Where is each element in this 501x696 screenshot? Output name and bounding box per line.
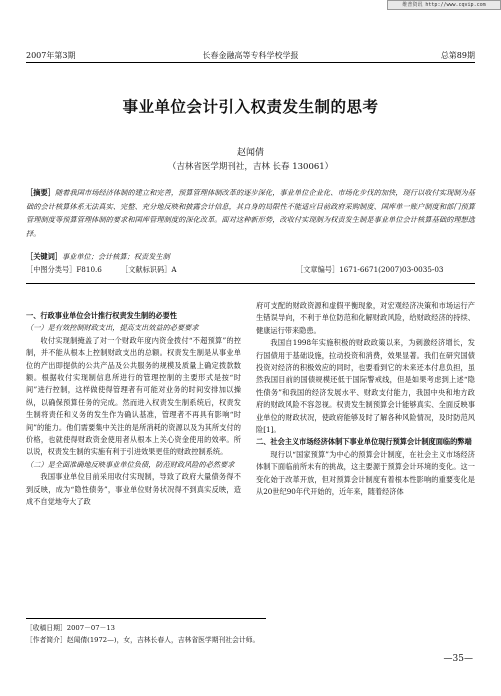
document-code: ［文献标识码］A bbox=[121, 265, 177, 274]
author-affiliation: （吉林省医学期刊社，吉林 长春 130061） bbox=[167, 162, 334, 172]
keywords-text: 事业单位；会计核算；权责发生制 bbox=[61, 252, 170, 261]
keywords-label: ［关键词］ bbox=[26, 252, 62, 261]
body-paragraph: 府可支配的财政资源和虚假平衡现象，对宏观经济决策和市场运行产生错误导向，不利于单位防范和化解财政风险，给财政经济的持续、健康运行带来隐患。 bbox=[256, 301, 475, 335]
watermark[interactable]: 维普资讯 http://www.cqvip.com bbox=[387, 0, 501, 10]
issue-label: 2007年第3期 bbox=[26, 51, 76, 60]
article-number: ［文章编号］1671-6671(2007)03-0035-03 bbox=[296, 265, 444, 274]
body-paragraph: 现行以“国家预算”为中心的预算会计制度，在社会主义市场经济体制下面临前所未有的挑战，这主要源于预算会计环境的变化。这一变化始于改革开放，但对预算会计制度有着根本性影响的重要变化是从20世纪90年代开始的，近年来，随着经济体 bbox=[256, 449, 475, 497]
abstract-label: ［摘要］ bbox=[26, 188, 55, 197]
left-column bbox=[26, 310, 241, 509]
right-column bbox=[256, 300, 475, 499]
keywords bbox=[26, 252, 475, 262]
section-heading: 二、社会主义市场经济体制下事业单位现行预算会计制度面临的弊端 bbox=[256, 437, 472, 447]
footnote bbox=[26, 618, 266, 646]
received-date: ［收稿日期］2007－07－13 bbox=[26, 624, 115, 632]
subsection-heading: （一）是有效控制财政支出，提高支出效益的必要要求 bbox=[26, 323, 199, 333]
abstract-text: 随着我国市场经济体制的建立和完善，预算管理体制改革的逐步深化，事业单位企业化、市场化步伐的加快，现行以收付实现制为基础的会计核算体系无法真实、完整、充分地反映和披露会计信息，其自身的局限性不能适应目前政府采购制度、国库单一账户制度和部门预算管理制度等预算管理体制的要求和国库管理制度的深化改革。面对这种新形势，改收付实现制为权责发生制是事业单位会计核算基础的理想选择。 bbox=[26, 188, 475, 238]
body-paragraph: 我国自1998年实施积极的财政政策以来，为刺激经济增长，发行国债用于基础设施，拉动投资和消费，效果显著。我们在研究国债投资对经济的积极效应的同时，也要看到它的未来还本付息负担，虽然我国目前的国债规模还低于国际警戒线，但是如果考虑到上述“隐性债务”和我国的经济发展水平、财政支付能力，我国中央和地方政府的财政风险不容忽视。权责发生制预算会计能够真实、全面反映事业单位的财政状况，使政府能够及时了解各种风险情况，及时防范风险[1]。 bbox=[256, 338, 475, 435]
clc-number: ［中图分类号］F810.6 bbox=[26, 265, 102, 274]
section-heading: 一、行政事业单位会计推行权责发生制的必要性 bbox=[26, 311, 177, 320]
article-title: 事业单位会计引入权责发生制的思考 bbox=[122, 98, 379, 116]
page-number: —35— bbox=[443, 654, 473, 664]
body-paragraph: 我国事业单位目前采用收付实现制，导致了政府大量债务得不到反映，成为“隐性债务”，事业单位财务状况得不到真实反映，造成不自觉地夸大了政 bbox=[26, 472, 241, 507]
journal-name: 长春金融高等专科学校学报 bbox=[202, 51, 299, 60]
subsection-heading: （二）是全面准确地反映事业单位负债，防范财政风险的必然要求 bbox=[26, 459, 235, 469]
total-issue-label: 总第89期 bbox=[440, 51, 475, 60]
body-paragraph: 收付实现制掩盖了对一个财政年度内资金拨付“不超预算”的控制，并不能从根本上控制财政支出的总额。权责发生制是从事业单位的产出即提供的公共产品及公共服务的规模及质量上确定拨款数额。根据收付实现制信息所进行的管理控制的主要形式是按“时间”进行控制，这样做使得管理者有可能对业务的时间安排加以操纵，以确保预算任务的完成。然而进入权责发生制系统后，权责发生制将责任和义务的发生作为确认基准，管理者不再具有影响“时间”的能力。他们需要集中关注的是所消耗的资源以及为其所支付的价格，也就使得财政资金使用者从根本上关心资金使用的效率。所以说，权责发生制的实施有利于引进效果更佳的财政控制系统。 bbox=[26, 335, 241, 457]
header-divider bbox=[26, 283, 475, 284]
author-bio: ［作者简介］赵闻倩(1972—)，女，吉林长春人，吉林省医学期刊社会计师。 bbox=[26, 636, 260, 644]
abstract bbox=[26, 186, 475, 240]
running-header bbox=[26, 50, 475, 63]
author-name: 赵闻倩 bbox=[236, 148, 264, 158]
